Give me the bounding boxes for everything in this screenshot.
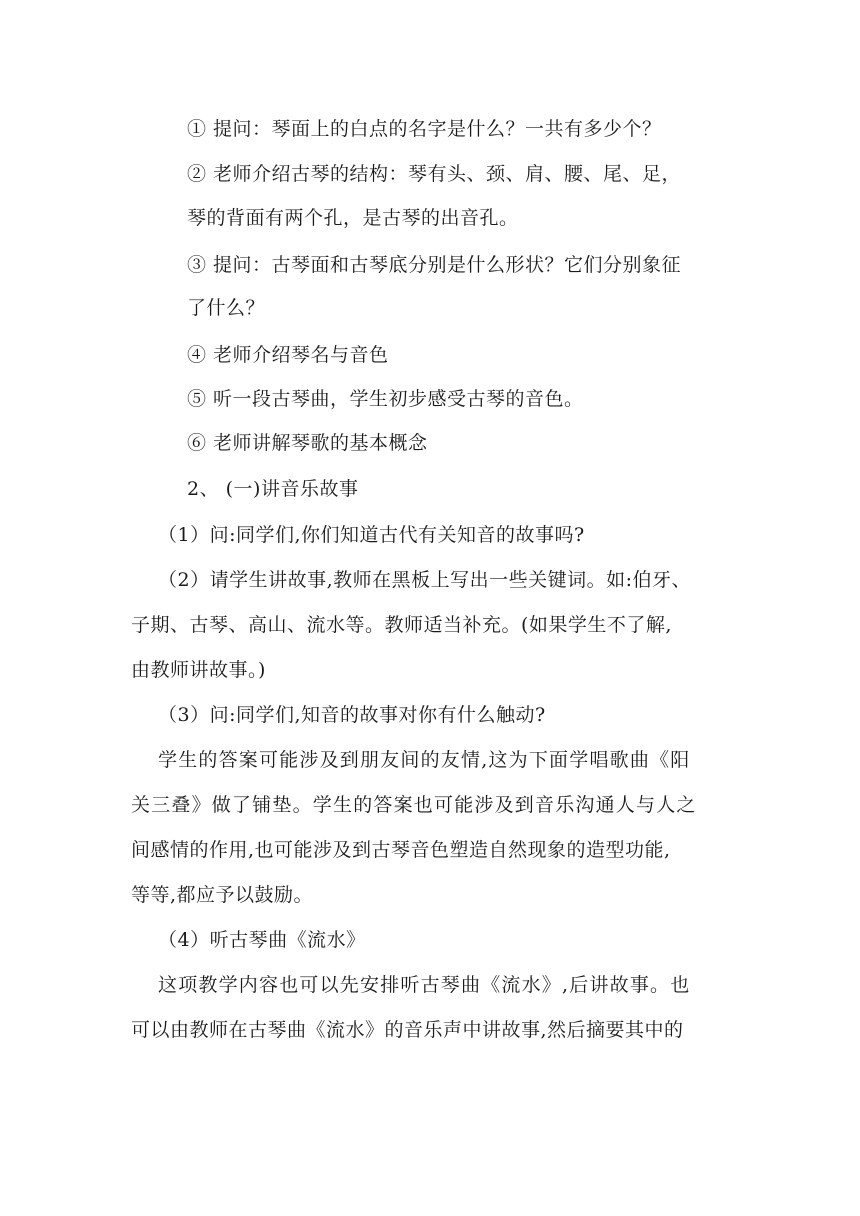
text-line: 间感情的作用,也可能涉及到古琴音色塑造自然现象的造型功能, bbox=[131, 839, 671, 861]
text-line: 关三叠》做了铺垫。学生的答案也可能涉及到音乐沟通人与人之 bbox=[131, 794, 697, 816]
text-line: 子期、古琴、高山、流水等。教师适当补充。(如果学生不了解, bbox=[131, 614, 672, 636]
section-heading: 2、 (一)讲音乐故事 bbox=[187, 478, 359, 500]
text-line: ⑥ 老师讲解琴歌的基本概念 bbox=[187, 432, 428, 454]
text-line: （2）请学生讲故事,教师在黑板上写出一些关键词。如:伯牙、 bbox=[158, 569, 692, 591]
text-line: （1）问:同学们,你们知道古代有关知音的故事吗? bbox=[158, 524, 585, 546]
text-line: 由教师讲故事。) bbox=[131, 659, 266, 681]
text-line: ① 提问：琴面上的白点的名字是什么？一共有多少个？ bbox=[187, 118, 662, 140]
text-line: ⑤ 听一段古琴曲，学生初步感受古琴的音色。 bbox=[187, 388, 584, 410]
text-line: （3）问:同学们,知音的故事对你有什么触动? bbox=[158, 704, 546, 726]
text-line: 等等,都应予以鼓励。 bbox=[131, 884, 314, 906]
text-line: ④ 老师介绍琴名与音色 bbox=[187, 344, 389, 366]
text-line: 了什么？ bbox=[187, 297, 266, 319]
text-line: 这项教学内容也可以先安排听古琴曲《流水》,后讲故事。也 bbox=[158, 974, 691, 996]
text-line: ② 老师介绍古琴的结构：琴有头、颈、肩、腰、尾、足， bbox=[187, 163, 682, 185]
text-line: ③ 提问：古琴面和古琴底分别是什么形状？它们分别象征 bbox=[187, 254, 682, 276]
text-line: 学生的答案可能涉及到朋友间的友情,这为下面学唱歌曲《阳 bbox=[158, 749, 691, 771]
text-line: （4）听古琴曲《流水》 bbox=[158, 929, 366, 951]
text-line: 琴的背面有两个孔，是古琴的出音孔。 bbox=[187, 207, 519, 229]
text-line: 可以由教师在古琴曲《流水》的音乐声中讲故事,然后摘要其中的 bbox=[131, 1019, 684, 1041]
